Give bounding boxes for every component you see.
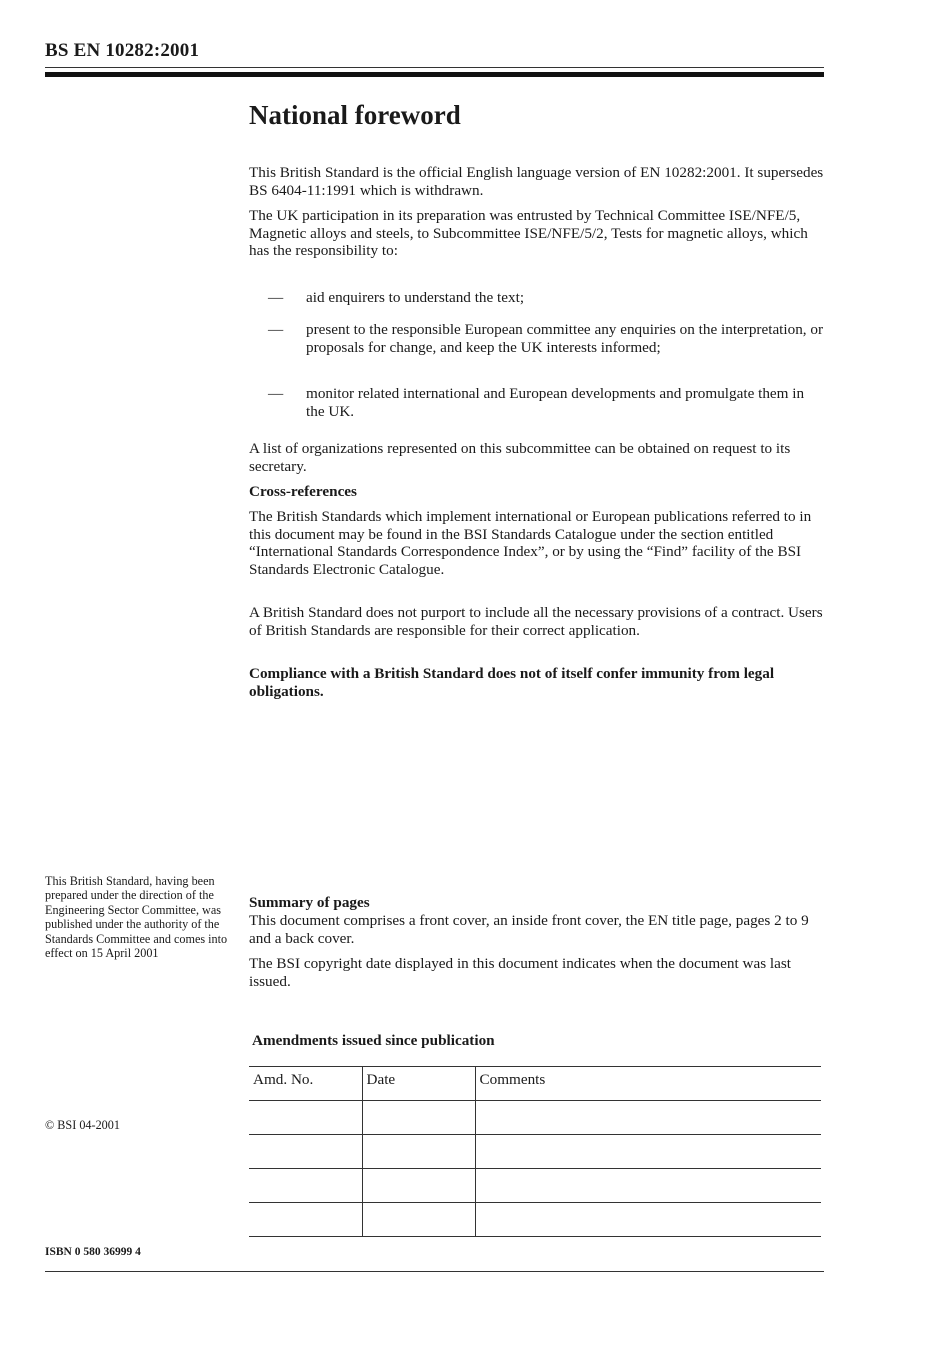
page-title: National foreword: [249, 100, 461, 130]
list-item: present to the responsible European committee any enquiries on the interpretation, or proposals for change, and keep the UK interests informed;: [306, 321, 824, 356]
column-header-date: Date: [362, 1067, 475, 1101]
intro-paragraph-1: [249, 164, 824, 199]
copyright-label: © BSI 04-2001: [45, 1118, 120, 1132]
provisions-text: A British Standard does not purport to include all the necessary provisions of a contract. Users of British Standards are responsible for their correct application.: [249, 604, 823, 639]
sidebar-prepared-note: This British Standard, having been prepared under the direction of the Engineering Sector Committee, was published under the authority of the Standards Committee and comes into effect on 15 April 2001: [45, 874, 228, 961]
list-dash: —: [268, 289, 284, 306]
summary-paragraph: [249, 912, 824, 947]
table-cell: [475, 1169, 821, 1203]
intro-text-2: The UK participation in its preparation was entrusted by Technical Committee ISE/NFE/5, Magnetic alloys and steels, to Subcommittee ISE/NFE/5/2, Tests for magnetic alloys, which has the responsibility to:: [249, 207, 808, 260]
header-rule-thick: [45, 72, 824, 77]
table-row: [249, 1101, 821, 1135]
table-cell: [249, 1101, 362, 1135]
amendments-title: Amendments issued since publication: [252, 1032, 495, 1049]
table-header-row: [249, 1067, 821, 1101]
table-cell: [475, 1135, 821, 1169]
table-cell: [249, 1135, 362, 1169]
table-cell: [249, 1203, 362, 1237]
provisions-paragraph: [249, 604, 824, 639]
table-row: [249, 1203, 821, 1237]
list-item: monitor related international and European developments and promulgate them in the UK.: [306, 385, 805, 420]
summary-heading: Summary of pages: [249, 894, 370, 911]
table-cell: [362, 1169, 475, 1203]
table-cell: [475, 1101, 821, 1135]
footer-rule: [45, 1271, 824, 1272]
org-list-text: A list of organizations represented on this subcommittee can be obtained on request to its secretary.: [249, 440, 791, 475]
cross-references-heading: Cross-references: [249, 483, 357, 500]
copyright-note-text: The BSI copyright date displayed in this document indicates when the document was last issued.: [249, 955, 791, 990]
list-dash: —: [268, 385, 284, 402]
compliance-statement: Compliance with a British Standard does not of itself confer immunity from legal obligations.: [249, 665, 775, 700]
copyright-note-paragraph: [249, 955, 824, 990]
table-cell: [475, 1203, 821, 1237]
intro-paragraph-2: [249, 207, 824, 260]
table-cell: [362, 1101, 475, 1135]
table-row: [249, 1135, 821, 1169]
column-header-amd-no: Amd. No.: [249, 1067, 362, 1101]
column-header-comments: Comments: [475, 1067, 821, 1101]
table-cell: [249, 1169, 362, 1203]
responsibility-item-1: [268, 289, 824, 307]
cross-references-paragraph: [249, 508, 824, 578]
intro-text-1: This British Standard is the official English language version of EN 10282:2001. It supersedes BS 6404-11:1991 which is withdrawn.: [249, 164, 824, 199]
summary-text: This document comprises a front cover, an inside front cover, the EN title page, pages 2 to 9 and a back cover.: [249, 912, 809, 947]
table-cell: [362, 1135, 475, 1169]
list-item: aid enquirers to understand the text;: [306, 289, 525, 306]
header-rule-thin: [45, 67, 824, 68]
responsibility-item-3: [268, 385, 824, 420]
document-id: BS EN 10282:2001: [45, 40, 200, 61]
amendments-table: [249, 1066, 821, 1237]
cross-references-text: The British Standards which implement international or European publications referred to in this document may be found in the BSI Standards Catalogue under the section entitled “International Standards Correspondence Index”, or by using the “Find” facility of the BSI Standards Electronic Catalogue.: [249, 508, 812, 578]
table-row: [249, 1169, 821, 1203]
table-cell: [362, 1203, 475, 1237]
isbn-label: ISBN 0 580 36999 4: [45, 1246, 141, 1258]
responsibility-item-2: [268, 321, 824, 356]
list-dash: —: [268, 321, 284, 338]
org-list-paragraph: [249, 440, 824, 475]
